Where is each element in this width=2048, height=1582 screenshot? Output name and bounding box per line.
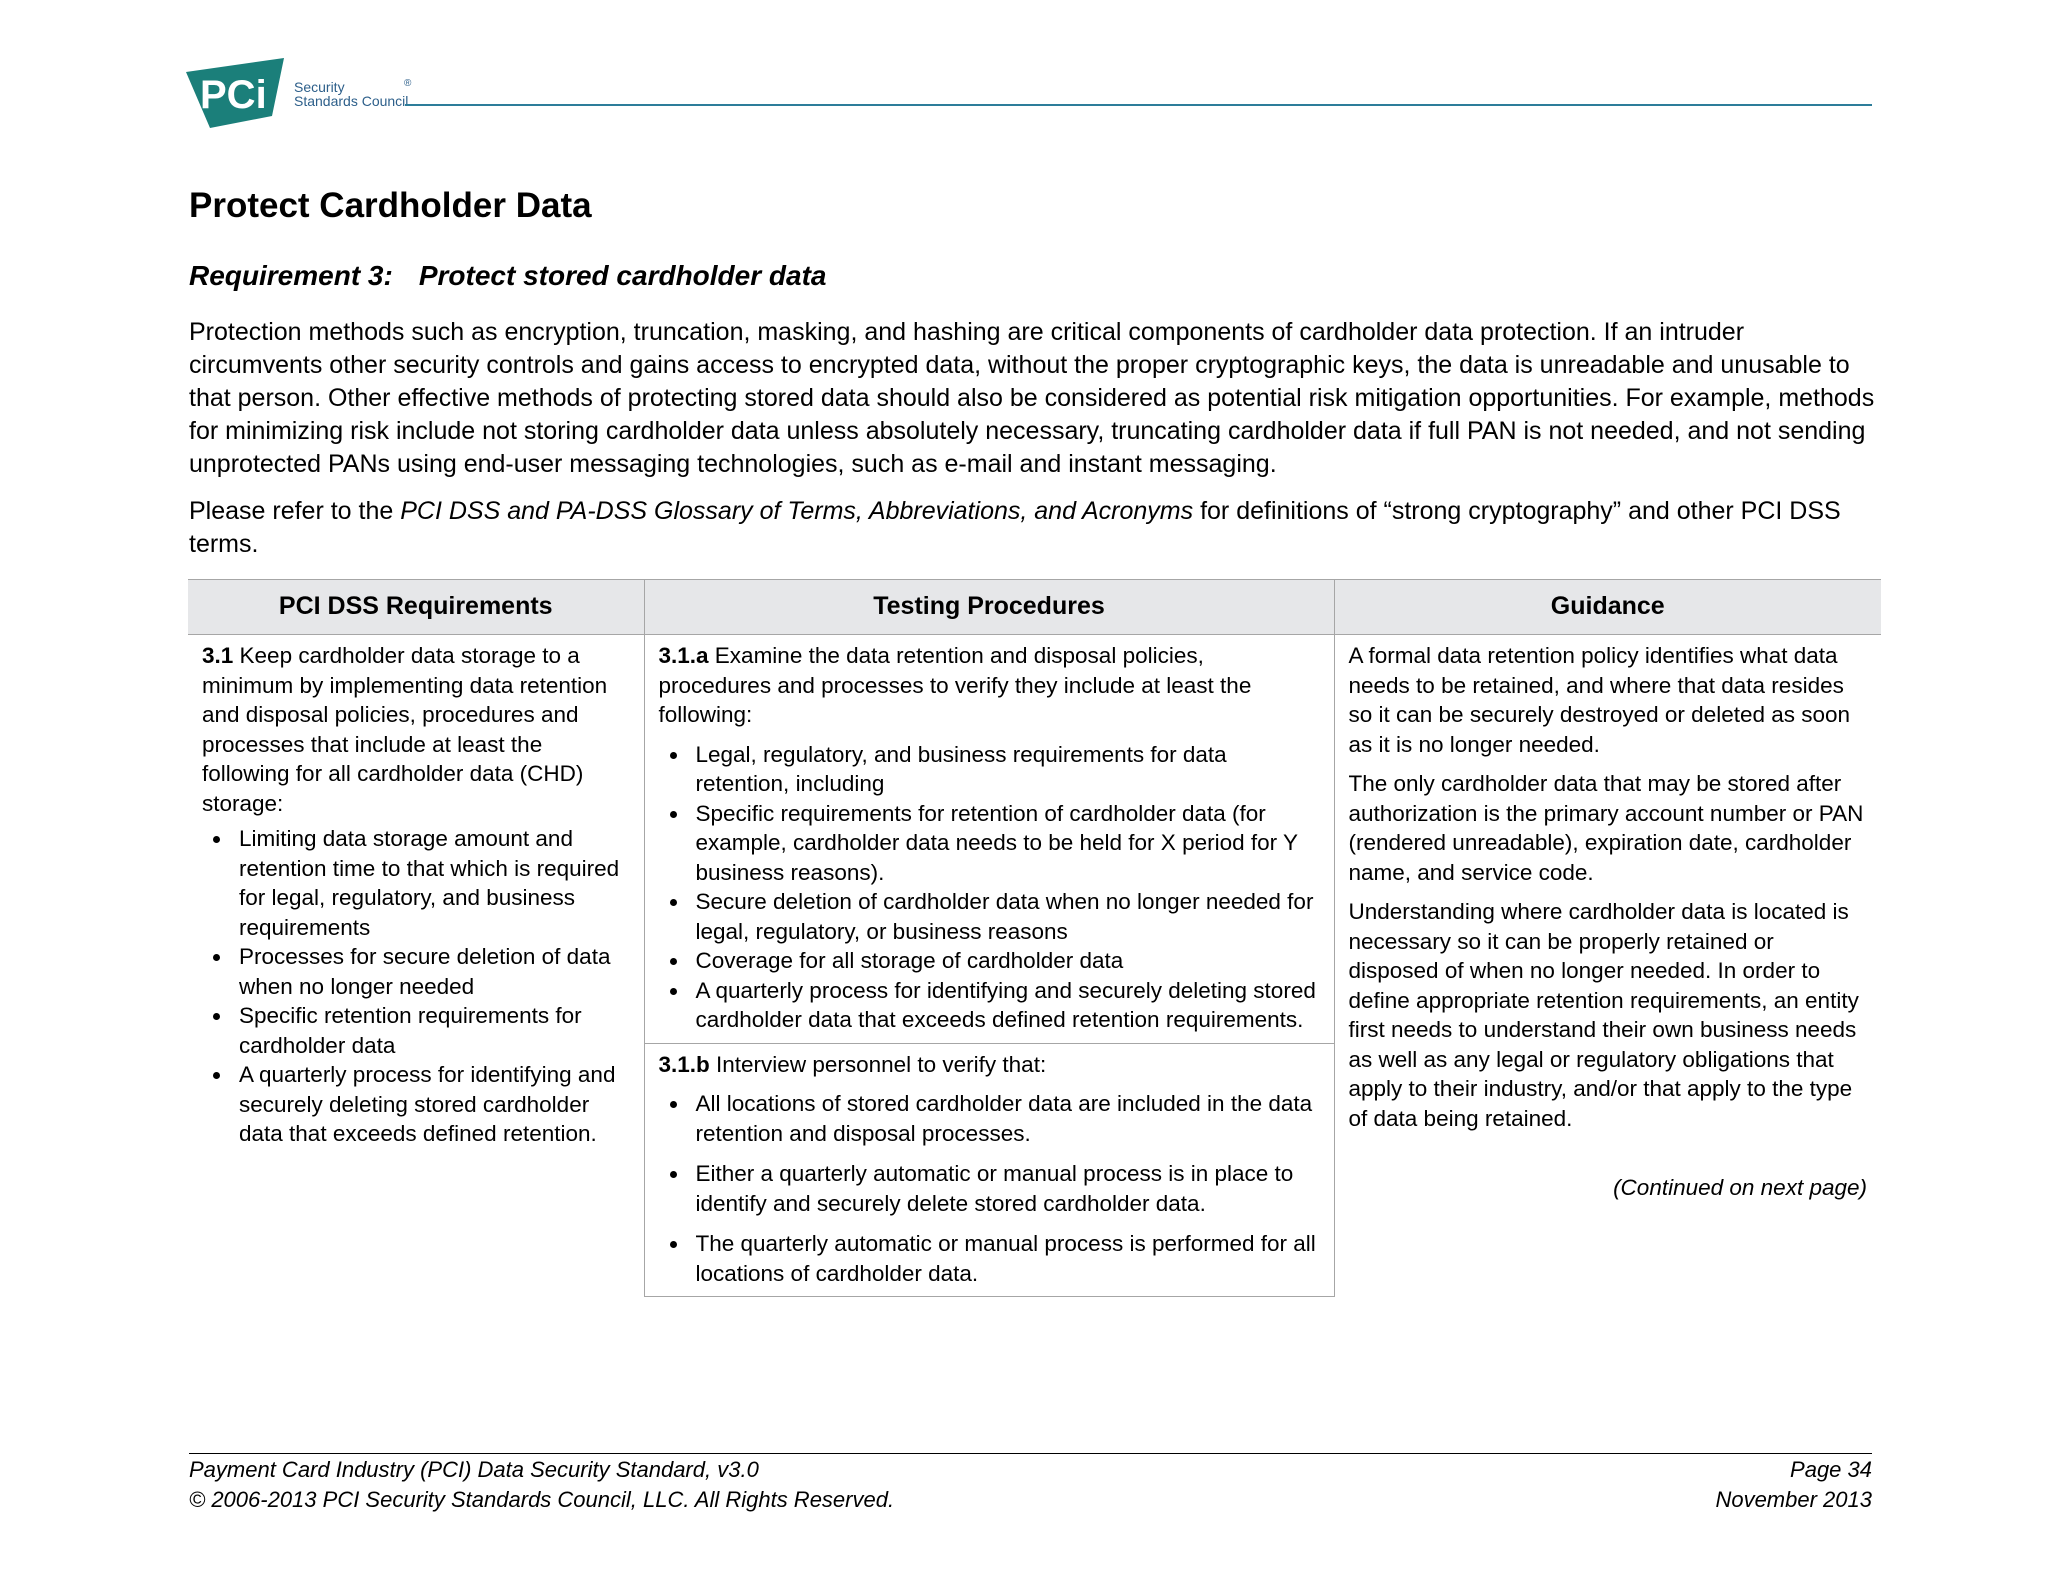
list-item: Coverage for all storage of cardholder data (696, 946, 1320, 976)
logo-registered-mark: ® (404, 78, 412, 89)
list-item: A quarterly process for identifying and securely deleting stored cardholder data that exceeds defined retention requirements. (696, 976, 1320, 1035)
footer-right (1715, 1455, 1872, 1515)
list-item: Specific requirements for retention of cardholder data (for example, cardholder data needs to be held for X period for Y business reasons). (696, 799, 1320, 888)
intro-paragraph: Protection methods such as encryption, truncation, masking, and hashing are critical components of cardholder data protection. If an intruder circumvents other security controls and gains access to encrypted data, without the proper cryptographic keys, the data is unreadable and unusable to that person. Other effective methods of protecting stored data should also be considered as potential risk mitigation opportunities. For example, methods for minimizing risk include not storing cardholder data unless absolutely necessary, truncating cardholder data if full PAN is not needed, and not sending unprotected PANs using end-user messaging technologies, such as e-mail and instant messaging. (189, 318, 1875, 478)
header-requirements: PCI DSS Requirements (188, 580, 644, 635)
refer-prefix: Please refer to the (189, 497, 401, 525)
footer-date: November 2013 (1715, 1487, 1872, 1512)
list-item: A quarterly process for identifying and securely deleting stored cardholder data that exceeds defined retention. (239, 1060, 630, 1149)
logo-brand: PCi (200, 73, 267, 117)
footer-rule (189, 1453, 1872, 1454)
requirement-title: Protect stored cardholder data (418, 260, 827, 291)
header-guidance: Guidance (1334, 580, 1881, 635)
list-item: Secure deletion of cardholder data when no longer needed for legal, regulatory, or business reasons (696, 887, 1320, 946)
requirement-id: 3.1 (202, 643, 234, 668)
requirements-table (188, 579, 1881, 1297)
list-item: All locations of stored cardholder data are included in the data retention and disposal processes. (696, 1089, 1320, 1148)
footer-document-title: Payment Card Industry (PCI) Data Security Standard, v3.0 (189, 1457, 759, 1482)
list-item: Legal, regulatory, and business requirements for data retention, including (696, 740, 1320, 799)
requirement-heading (189, 260, 826, 292)
refer-suffix: for definitions of “strong cryptography” and other PCI DSS terms. (189, 497, 1841, 558)
header-testing-procedures: Testing Procedures (644, 580, 1334, 635)
testing-procedure-a-cell (644, 635, 1334, 1044)
testing-procedure-b-cell (644, 1043, 1334, 1297)
page-title: Protect Cardholder Data (189, 186, 592, 225)
logo-line2: Standards Council (294, 93, 409, 109)
pci-logo (186, 58, 416, 138)
table-row (188, 635, 1881, 1044)
testing-a-bullets (659, 740, 1320, 1035)
requirement-text: 3.1 Keep cardholder data storage to a minimum by implementing data retention and disposal policies, procedures and processes that include at least the following for all cardholder data (CHD) storage: (202, 643, 608, 816)
header-rule (405, 104, 1872, 106)
footer-page-number: Page 34 (1790, 1457, 1872, 1482)
testing-a-id: 3.1.a (658, 643, 709, 668)
requirement-cell (188, 635, 644, 1297)
list-item: Specific retention requirements for cardholder data (239, 1001, 630, 1060)
guidance-paragraph: A formal data retention policy identifies what data needs to be retained, and where that data resides so it can be securely destroyed or deleted as soon as it is no longer needed. (1348, 643, 1851, 757)
guidance-paragraph: The only cardholder data that may be stored after authorization is the primary account number or PAN (rendered unreadable), expiration date, cardholder name, and service code. (1348, 771, 1864, 885)
requirement-bullets (202, 824, 630, 1149)
requirement-label: Requirement 3: (189, 260, 393, 291)
glossary-title: PCI DSS and PA-DSS Glossary of Terms, Abbreviations, and Acronyms (400, 497, 1194, 525)
footer-left (189, 1455, 894, 1515)
guidance-cell (1334, 635, 1881, 1297)
testing-b-text: 3.1.b Interview personnel to verify that: (658, 1051, 1047, 1077)
list-item: The quarterly automatic or manual process is performed for all locations of cardholder data. (696, 1229, 1320, 1288)
table-header-row (188, 580, 1881, 635)
testing-a-text: 3.1.a Examine the data retention and disposal policies, procedures and processes to verify they include at least the following: (658, 643, 1252, 727)
footer-copyright: © 2006-2013 PCI Security Standards Council, LLC. All Rights Reserved. (189, 1487, 895, 1512)
logo-line1: Security (294, 79, 345, 95)
testing-b-bullets (659, 1089, 1320, 1288)
guidance-paragraph: Understanding where cardholder data is located is necessary so it can be properly retained or disposed of when no longer needed. In order to define appropriate retention requirements, an entity first needs to understand their own business needs as well as any legal or regulatory obligations that apply to their industry, and/or that apply to the type of data being retained. (1348, 899, 1859, 1131)
glossary-reference-paragraph (189, 495, 1879, 561)
list-item: Either a quarterly automatic or manual process is in place to identify and securely delete stored cardholder data. (696, 1159, 1320, 1218)
continued-note: (Continued on next page) (1613, 1175, 1867, 1200)
testing-b-id: 3.1.b (658, 1051, 710, 1077)
list-item: Processes for secure deletion of data when no longer needed (239, 942, 630, 1001)
list-item: Limiting data storage amount and retention time to that which is required for legal, regulatory, and business requirements (239, 824, 630, 942)
